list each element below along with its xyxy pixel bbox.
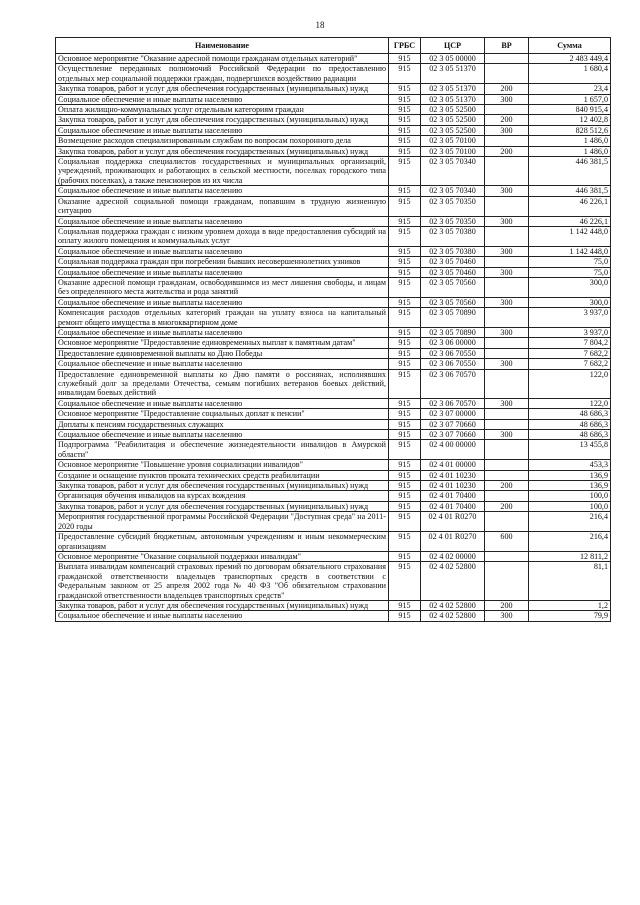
cell-vr	[485, 196, 529, 216]
header-vr: ВР	[485, 38, 529, 54]
cell-grbs: 915	[389, 481, 421, 491]
cell-grbs: 915	[389, 419, 421, 429]
cell-vr	[485, 257, 529, 267]
cell-csr: 02 3 05 70350	[421, 196, 485, 216]
cell-csr: 02 3 06 70550	[421, 348, 485, 358]
cell-grbs: 915	[389, 257, 421, 267]
cell-sum: 122,0	[529, 398, 611, 408]
cell-name: Основное мероприятие "Предоставление социальных доплат к пенсии"	[56, 409, 389, 419]
cell-vr: 300	[485, 327, 529, 337]
cell-csr: 02 4 02 00000	[421, 551, 485, 561]
cell-sum: 75,0	[529, 257, 611, 267]
cell-vr	[485, 308, 529, 328]
table-row	[56, 460, 611, 470]
cell-grbs: 915	[389, 54, 421, 64]
cell-name: Закупка товаров, работ и услуг для обеспечения государственных (муниципальных) нужд	[56, 501, 389, 511]
cell-name: Закупка товаров, работ и услуг для обеспечения государственных (муниципальных) нужд	[56, 600, 389, 610]
cell-sum: 46 226,1	[529, 196, 611, 216]
cell-csr: 02 3 05 70560	[421, 277, 485, 297]
table-row	[56, 491, 611, 501]
table-row	[56, 297, 611, 307]
cell-csr: 02 3 05 51370	[421, 84, 485, 94]
table-row	[56, 369, 611, 398]
cell-vr	[485, 338, 529, 348]
cell-name: Закупка товаров, работ и услуг для обеспечения государственных (муниципальных) нужд	[56, 84, 389, 94]
cell-csr: 02 4 02 52800	[421, 562, 485, 601]
cell-vr: 200	[485, 115, 529, 125]
cell-name: Основное мероприятие "Предоставление единовременных выплат к памятным датам"	[56, 338, 389, 348]
cell-sum: 3 937,0	[529, 308, 611, 328]
cell-sum: 1 142 448,0	[529, 246, 611, 256]
cell-vr: 300	[485, 611, 529, 621]
table-row	[56, 532, 611, 552]
table-row	[56, 84, 611, 94]
table-row	[56, 216, 611, 226]
table-row	[56, 512, 611, 532]
cell-name: Социальное обеспечение и иные выплаты населению	[56, 94, 389, 104]
table-row	[56, 398, 611, 408]
cell-csr: 02 3 05 70100	[421, 146, 485, 156]
cell-sum: 446 381,5	[529, 157, 611, 186]
cell-grbs: 915	[389, 196, 421, 216]
table-header	[56, 38, 611, 54]
cell-vr: 300	[485, 125, 529, 135]
cell-vr	[485, 409, 529, 419]
cell-grbs: 915	[389, 327, 421, 337]
cell-name: Организация обучения инвалидов на курсах вождения	[56, 491, 389, 501]
budget-table	[55, 37, 611, 622]
cell-sum: 100,0	[529, 501, 611, 511]
cell-sum: 1 657,0	[529, 94, 611, 104]
cell-grbs: 915	[389, 512, 421, 532]
cell-vr	[485, 512, 529, 532]
cell-sum: 12 402,8	[529, 115, 611, 125]
cell-grbs: 915	[389, 600, 421, 610]
cell-csr: 02 3 05 70380	[421, 226, 485, 246]
cell-grbs: 915	[389, 115, 421, 125]
table-row	[56, 94, 611, 104]
cell-name: Оказание адресной социальной помощи гражданам, попавшим в трудную жизненную ситуацию	[56, 196, 389, 216]
cell-sum: 1 680,4	[529, 64, 611, 84]
cell-csr: 02 3 05 52500	[421, 125, 485, 135]
cell-vr	[485, 277, 529, 297]
cell-sum: 2 483 449,4	[529, 54, 611, 64]
cell-vr	[485, 64, 529, 84]
cell-sum: 100,0	[529, 491, 611, 501]
cell-name: Закупка товаров, работ и услуг для обеспечения государственных (муниципальных) нужд	[56, 115, 389, 125]
cell-sum: 7 682,2	[529, 359, 611, 369]
cell-csr: 02 4 01 70400	[421, 501, 485, 511]
cell-name: Осуществление переданных полномочий Российской Федерации по предоставлению отдельных мер социальной поддержки граждан, подвергшихся воздействию радиации	[56, 64, 389, 84]
cell-grbs: 915	[389, 64, 421, 84]
cell-vr	[485, 440, 529, 460]
cell-csr: 02 3 05 70350	[421, 216, 485, 226]
cell-csr: 02 3 05 70460	[421, 257, 485, 267]
cell-grbs: 915	[389, 267, 421, 277]
cell-grbs: 915	[389, 470, 421, 480]
header-grbs: ГРБС	[389, 38, 421, 54]
cell-name: Основное мероприятие "Повышение уровня социализации инвалидов"	[56, 460, 389, 470]
table-row	[56, 157, 611, 186]
cell-csr: 02 3 05 70560	[421, 297, 485, 307]
cell-grbs: 915	[389, 460, 421, 470]
cell-csr: 02 4 01 10230	[421, 470, 485, 480]
cell-name: Социальное обеспечение и иные выплаты населению	[56, 125, 389, 135]
cell-csr: 02 3 05 52500	[421, 105, 485, 115]
cell-grbs: 915	[389, 94, 421, 104]
cell-grbs: 915	[389, 491, 421, 501]
cell-csr: 02 4 00 00000	[421, 440, 485, 460]
cell-name: Создание и оснащение пунктов проката технических средств реабилитации	[56, 470, 389, 480]
cell-grbs: 915	[389, 611, 421, 621]
cell-csr: 02 3 06 70570	[421, 398, 485, 408]
cell-csr: 02 3 05 70890	[421, 308, 485, 328]
cell-vr: 300	[485, 430, 529, 440]
cell-sum: 216,4	[529, 532, 611, 552]
cell-name: Мероприятия государственной программы Российской Федерации "Доступная среда" на 2011-2020 годы	[56, 512, 389, 532]
cell-vr: 600	[485, 532, 529, 552]
cell-name: Социальное обеспечение и иные выплаты населению	[56, 611, 389, 621]
cell-name: Доплаты к пенсиям государственных служащих	[56, 419, 389, 429]
table-row	[56, 146, 611, 156]
cell-name: Предоставление субсидий бюджетным, автономным учреждениям и иным некоммерческим организациям	[56, 532, 389, 552]
cell-name: Социальная поддержка граждан при погребении бывших несовершеннолетних узников	[56, 257, 389, 267]
cell-grbs: 915	[389, 105, 421, 115]
cell-sum: 446 381,5	[529, 186, 611, 196]
cell-grbs: 915	[389, 125, 421, 135]
cell-grbs: 915	[389, 338, 421, 348]
cell-grbs: 915	[389, 277, 421, 297]
table-row	[56, 430, 611, 440]
cell-sum: 828 512,6	[529, 125, 611, 135]
page-number: 18	[315, 20, 325, 30]
cell-vr	[485, 105, 529, 115]
cell-vr	[485, 460, 529, 470]
cell-name: Социальное обеспечение и иные выплаты населению	[56, 398, 389, 408]
cell-name: Закупка товаров, работ и услуг для обеспечения государственных (муниципальных) нужд	[56, 146, 389, 156]
table-row	[56, 186, 611, 196]
table-row	[56, 125, 611, 135]
table-row	[56, 196, 611, 216]
cell-grbs: 915	[389, 84, 421, 94]
cell-name: Социальное обеспечение и иные выплаты населению	[56, 297, 389, 307]
table-row	[56, 327, 611, 337]
cell-sum: 7 682,2	[529, 348, 611, 358]
cell-csr: 02 4 01 R0270	[421, 512, 485, 532]
cell-sum: 46 226,1	[529, 216, 611, 226]
cell-sum: 7 804,2	[529, 338, 611, 348]
table-row	[56, 246, 611, 256]
cell-vr	[485, 54, 529, 64]
cell-sum: 12 811,2	[529, 551, 611, 561]
cell-csr: 02 3 07 00000	[421, 409, 485, 419]
cell-vr: 300	[485, 398, 529, 408]
cell-name: Социальное обеспечение и иные выплаты населению	[56, 186, 389, 196]
cell-name: Возмещение расходов специализированным службам по вопросам похоронного дела	[56, 136, 389, 146]
cell-csr: 02 3 07 70660	[421, 430, 485, 440]
cell-grbs: 915	[389, 398, 421, 408]
cell-sum: 1 142 448,0	[529, 226, 611, 246]
cell-vr	[485, 562, 529, 601]
cell-name: Оказание адресной помощи гражданам, освободившимся из мест лишения свободы, и лицам без определенного места жительства и рода занятий	[56, 277, 389, 297]
cell-csr: 02 3 05 70100	[421, 136, 485, 146]
cell-grbs: 915	[389, 348, 421, 358]
cell-vr: 300	[485, 186, 529, 196]
cell-grbs: 915	[389, 157, 421, 186]
table-row	[56, 226, 611, 246]
cell-csr: 02 3 06 70570	[421, 369, 485, 398]
cell-vr: 300	[485, 246, 529, 256]
cell-vr	[485, 419, 529, 429]
cell-vr: 300	[485, 216, 529, 226]
table-row	[56, 308, 611, 328]
cell-grbs: 915	[389, 501, 421, 511]
table-row	[56, 611, 611, 621]
cell-csr: 02 3 05 70340	[421, 157, 485, 186]
cell-grbs: 915	[389, 409, 421, 419]
cell-name: Социальное обеспечение и иные выплаты населению	[56, 327, 389, 337]
cell-grbs: 915	[389, 440, 421, 460]
cell-name: Социальная поддержка специалистов государственных и муниципальных организаций, учреждений, проживающих и работающих в сельской местности, поселках городского типа (рабочих поселках), а также пенсионеров из их числа	[56, 157, 389, 186]
cell-vr: 300	[485, 94, 529, 104]
table-row	[56, 54, 611, 64]
cell-vr	[485, 470, 529, 480]
table-row	[56, 115, 611, 125]
cell-sum: 840 915,4	[529, 105, 611, 115]
cell-csr: 02 4 01 00000	[421, 460, 485, 470]
cell-name: Основное мероприятие "Оказание социальной поддержки инвалидам"	[56, 551, 389, 561]
cell-sum: 1 486,0	[529, 146, 611, 156]
cell-vr	[485, 136, 529, 146]
table-row	[56, 136, 611, 146]
cell-vr	[485, 348, 529, 358]
cell-sum: 48 686,3	[529, 419, 611, 429]
table-row	[56, 267, 611, 277]
cell-name: Предоставление единовременной выплаты ко Дню памяти о россиянах, исполнявших служебный долг за пределами Отечества, семьям погибших ветеранов боевых действий, инвалидам боевых действий	[56, 369, 389, 398]
header-name: Наименование	[56, 38, 389, 54]
table-row	[56, 348, 611, 358]
cell-csr: 02 3 05 51370	[421, 64, 485, 84]
cell-grbs: 915	[389, 297, 421, 307]
cell-name: Социальное обеспечение и иные выплаты населению	[56, 430, 389, 440]
cell-name: Выплата инвалидам компенсаций страховых премий по договорам обязательного страхования гражданской ответственности владельцев транспортных средств в соответствии с Федеральным законом от 25 апреля 2002 года № 40 ФЗ "Об обязательном страховании гражданской ответственности владельцев транспортных средств"	[56, 562, 389, 601]
cell-grbs: 915	[389, 369, 421, 398]
cell-sum: 48 686,3	[529, 430, 611, 440]
cell-csr: 02 3 05 70460	[421, 267, 485, 277]
cell-csr: 02 3 05 70340	[421, 186, 485, 196]
cell-vr: 200	[485, 84, 529, 94]
cell-name: Социальное обеспечение и иные выплаты населению	[56, 216, 389, 226]
cell-sum: 136,9	[529, 481, 611, 491]
table-row	[56, 501, 611, 511]
cell-sum: 81,1	[529, 562, 611, 601]
table-row	[56, 257, 611, 267]
header-sum: Сумма	[529, 38, 611, 54]
cell-grbs: 915	[389, 532, 421, 552]
table-row	[56, 562, 611, 601]
cell-grbs: 915	[389, 226, 421, 246]
cell-sum: 300,0	[529, 277, 611, 297]
cell-vr: 300	[485, 359, 529, 369]
cell-sum: 136,9	[529, 470, 611, 480]
cell-grbs: 915	[389, 562, 421, 601]
cell-vr: 200	[485, 600, 529, 610]
table-row	[56, 359, 611, 369]
cell-name: Социальное обеспечение и иные выплаты населению	[56, 267, 389, 277]
cell-grbs: 915	[389, 551, 421, 561]
table-row	[56, 105, 611, 115]
cell-sum: 3 937,0	[529, 327, 611, 337]
cell-grbs: 915	[389, 216, 421, 226]
cell-csr: 02 4 02 52800	[421, 600, 485, 610]
cell-name: Предоставление единовременной выплаты ко Дню Победы	[56, 348, 389, 358]
cell-grbs: 915	[389, 246, 421, 256]
cell-csr: 02 4 01 70400	[421, 491, 485, 501]
cell-csr: 02 3 07 70660	[421, 419, 485, 429]
table-row	[56, 277, 611, 297]
cell-csr: 02 3 05 00000	[421, 54, 485, 64]
cell-name: Компенсация расходов отдельных категорий граждан на уплату взноса на капитальный ремонт общего имущества в многоквартирном доме	[56, 308, 389, 328]
cell-name: Социальная поддержка граждан с низким уровнем дохода в виде предоставления субсидий на оплату жилого помещения и коммунальных услуг	[56, 226, 389, 246]
cell-sum: 453,3	[529, 460, 611, 470]
table-row	[56, 440, 611, 460]
table-row	[56, 551, 611, 561]
cell-sum: 300,0	[529, 297, 611, 307]
cell-vr	[485, 551, 529, 561]
cell-name: Оплата жилищно-коммунальных услуг отдельным категориям граждан	[56, 105, 389, 115]
cell-csr: 02 4 01 10230	[421, 481, 485, 491]
cell-sum: 75,0	[529, 267, 611, 277]
cell-grbs: 915	[389, 430, 421, 440]
cell-name: Социальное обеспечение и иные выплаты населению	[56, 246, 389, 256]
cell-vr: 300	[485, 297, 529, 307]
cell-vr	[485, 157, 529, 186]
table-row	[56, 481, 611, 491]
table-row	[56, 600, 611, 610]
cell-csr: 02 3 06 70550	[421, 359, 485, 369]
table-body	[56, 54, 611, 622]
cell-sum: 13 455,8	[529, 440, 611, 460]
cell-sum: 122,0	[529, 369, 611, 398]
cell-sum: 216,4	[529, 512, 611, 532]
cell-vr: 200	[485, 146, 529, 156]
cell-grbs: 915	[389, 186, 421, 196]
header-csr: ЦСР	[421, 38, 485, 54]
cell-grbs: 915	[389, 308, 421, 328]
table-row	[56, 409, 611, 419]
table-row	[56, 338, 611, 348]
cell-vr: 200	[485, 501, 529, 511]
cell-csr: 02 3 05 51370	[421, 94, 485, 104]
cell-name: Социальное обеспечение и иные выплаты населению	[56, 359, 389, 369]
cell-csr: 02 4 02 52800	[421, 611, 485, 621]
table-row	[56, 64, 611, 84]
cell-vr: 200	[485, 481, 529, 491]
cell-csr: 02 3 06 00000	[421, 338, 485, 348]
cell-name: Закупка товаров, работ и услуг для обеспечения государственных (муниципальных) нужд	[56, 481, 389, 491]
cell-csr: 02 3 05 52500	[421, 115, 485, 125]
cell-sum: 1,2	[529, 600, 611, 610]
table-row	[56, 470, 611, 480]
cell-vr: 300	[485, 267, 529, 277]
cell-csr: 02 4 01 R0270	[421, 532, 485, 552]
cell-sum: 1 486,0	[529, 136, 611, 146]
cell-vr	[485, 491, 529, 501]
cell-name: Основное мероприятие "Оказание адресной помощи гражданам отдельных категорий"	[56, 54, 389, 64]
table-row	[56, 419, 611, 429]
cell-sum: 79,9	[529, 611, 611, 621]
cell-csr: 02 3 05 70890	[421, 327, 485, 337]
cell-grbs: 915	[389, 146, 421, 156]
cell-name: Подпрограмма "Реабилитация и обеспечение жизнедеятельности инвалидов в Амурской области"	[56, 440, 389, 460]
cell-sum: 48 686,3	[529, 409, 611, 419]
cell-grbs: 915	[389, 359, 421, 369]
cell-sum: 23,4	[529, 84, 611, 94]
cell-vr	[485, 369, 529, 398]
cell-grbs: 915	[389, 136, 421, 146]
cell-vr	[485, 226, 529, 246]
cell-csr: 02 3 05 70380	[421, 246, 485, 256]
